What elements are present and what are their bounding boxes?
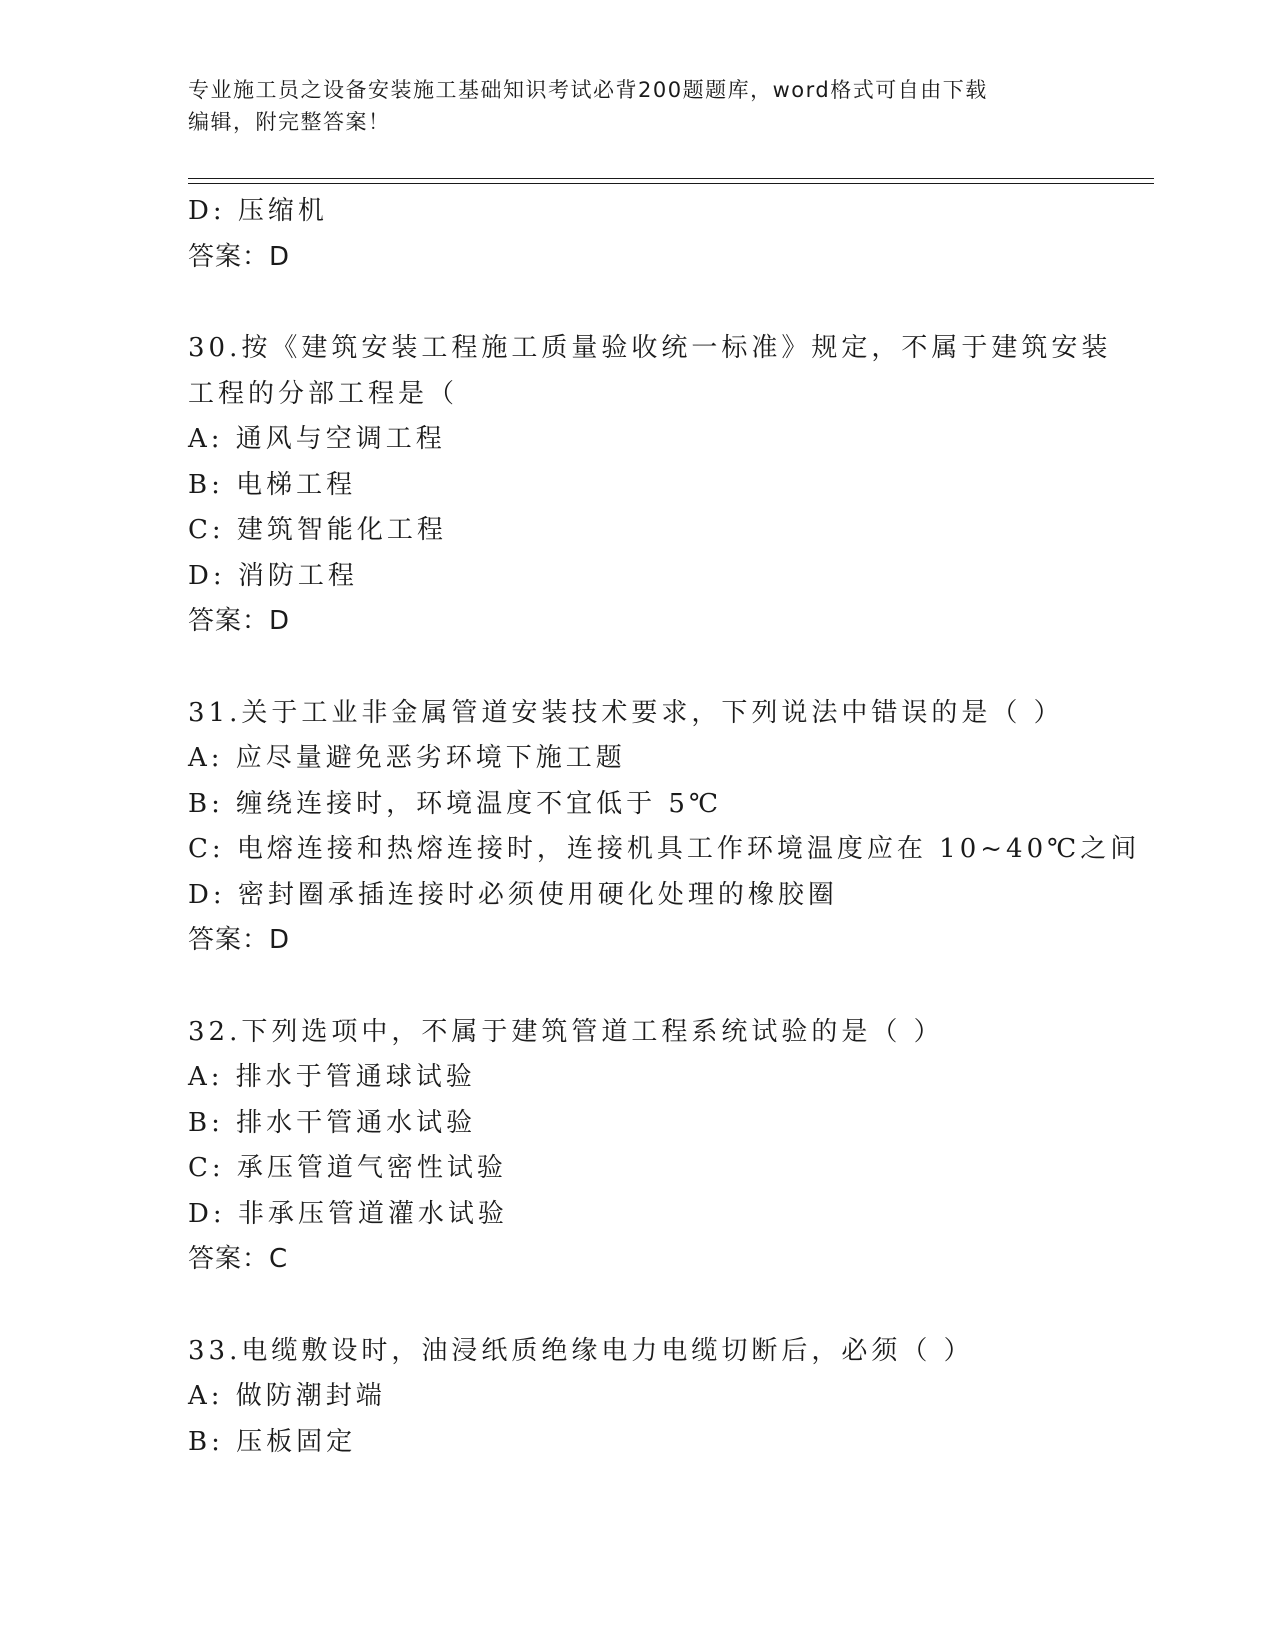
option-d: D: 密封圈承插连接时必须使用硬化处理的橡胶圈 <box>188 879 838 910</box>
option-b: B: 压板固定 <box>188 1426 357 1457</box>
question-stem: 工程的分部工程是（ <box>188 378 459 409</box>
document-header <box>188 74 1068 138</box>
question-stem: 31.关于工业非金属管道安装技术要求，下列说法中错误的是（ ） <box>188 697 1064 728</box>
question-spacer <box>188 280 1088 326</box>
question-33 <box>188 1329 1088 1466</box>
answer-line: 答案：D <box>188 925 291 955</box>
question-stem: 33.电缆敷设时，油浸纸质绝缘电力电缆切断后，必须（ ） <box>188 1335 974 1366</box>
question-stem: 30.按《建筑安装工程施工质量验收统一标准》规定，不属于建筑安装 <box>188 333 1112 363</box>
question-32 <box>188 1010 1088 1283</box>
option-c: C: 承压管道气密性试验 <box>188 1153 507 1183</box>
option-a: A: 应尽量避免恶劣环境下施工题 <box>188 743 626 773</box>
answer-line: 答案：D <box>188 606 291 636</box>
question-31 <box>188 691 1141 964</box>
answer-line: 答案：D <box>188 241 291 272</box>
header-line-1: 专业施工员之设备安装施工基础知识考试必背200题题库，word格式可自由下载 <box>188 78 988 102</box>
header-divider-bottom <box>188 183 1154 184</box>
option-d: D: 压缩机 <box>188 196 328 226</box>
question-spacer <box>188 964 1088 1010</box>
option-b: B: 缠绕连接时，环境温度不宜低于 5℃ <box>188 788 723 819</box>
option-b: B: 排水干管通水试验 <box>188 1107 477 1138</box>
question-spacer <box>188 1283 1088 1329</box>
header-line-2: 编辑，附完整答案！ <box>188 110 391 134</box>
question-spacer <box>188 645 1088 691</box>
header-divider-top <box>188 178 1154 179</box>
option-d: D: 非承压管道灌水试验 <box>188 1198 508 1229</box>
option-a: A: 排水于管通球试验 <box>188 1062 476 1092</box>
answer-line: 答案：C <box>188 1244 289 1274</box>
option-c: C: 电熔连接和热熔连接时，连接机具工作环境温度应在 10~40℃之间 <box>188 834 1141 864</box>
question-stem: 32.下列选项中，不属于建筑管道工程系统试验的是（ ） <box>188 1016 944 1047</box>
question-list <box>188 189 1141 1465</box>
question-29-tail <box>188 189 1088 280</box>
option-a: A: 通风与空调工程 <box>188 424 446 454</box>
option-a: A: 做防潮封端 <box>188 1381 386 1411</box>
option-b: B: 电梯工程 <box>188 469 357 500</box>
option-c: C: 建筑智能化工程 <box>188 515 447 545</box>
option-d: D: 消防工程 <box>188 560 358 591</box>
question-30 <box>188 326 1112 645</box>
